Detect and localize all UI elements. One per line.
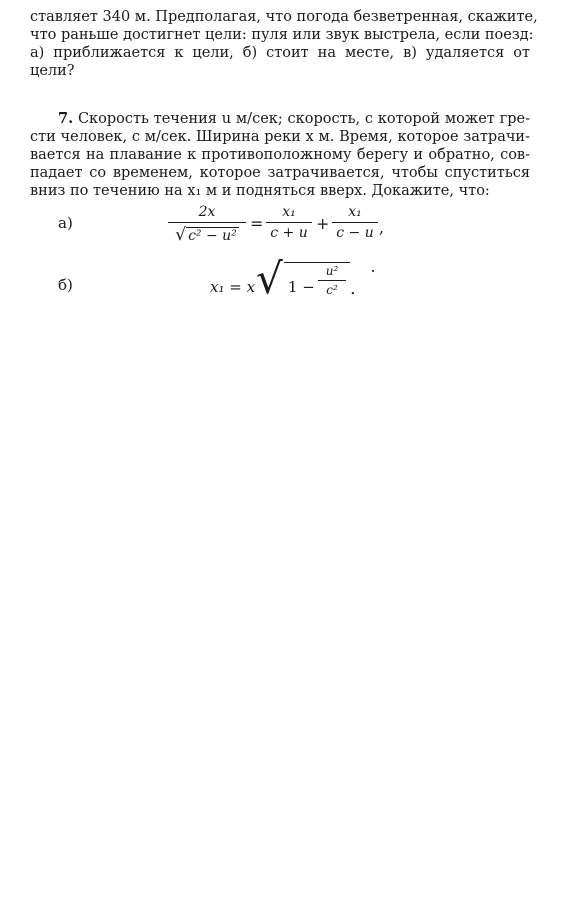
formula-b-numerator: u² <box>318 264 346 281</box>
formula-b-period: . <box>350 278 356 299</box>
problem-7-line-1-text: Скорость течения u м/сек; скорость, с которой может гре- <box>77 111 530 127</box>
big-sqrt-icon: √ <box>256 254 283 303</box>
intro-line-3: а) приближается к цели, б) стоит на месте, в) удаляется от <box>30 45 530 61</box>
problem-7-line-5: вниз по течению на x₁ м и подняться вверх. Докажите, что: <box>30 183 490 199</box>
formula-a-term-2 <box>332 204 378 241</box>
formula-b-fraction <box>318 264 346 297</box>
formula-a-comma: , <box>379 218 385 237</box>
formula-a-term-2-numerator: x₁ <box>332 204 378 223</box>
formula-b-denominator: c² <box>326 283 338 297</box>
equals-sign: = <box>250 214 264 233</box>
formula-a-lhs-numerator: 2x <box>168 204 246 223</box>
problem-7-line-2: сти человек, с м/сек. Ширина реки x м. Время, которое затрачи- <box>30 129 530 145</box>
intro-line-1: ставляет 340 м. Предполагая, что погода безветренная, скажите, <box>30 9 538 25</box>
formula-a-term-1-numerator: x₁ <box>266 204 312 223</box>
formula-a-lhs-denominator <box>168 223 246 245</box>
formula-a-term-1-denominator: c + u <box>270 225 308 241</box>
formula-a-term-1 <box>266 204 312 241</box>
formula-a-label: а) <box>58 214 73 232</box>
problem-7-line-4: падает со временем, которое затрачивается, чтобы спуститься <box>30 165 530 181</box>
problem-number: 7. <box>58 110 74 127</box>
formula-a-lhs-fraction <box>168 204 246 245</box>
intro-line-4: цели? <box>30 63 75 79</box>
print-speck <box>372 270 374 272</box>
formula-b-label: б) <box>58 276 73 294</box>
sqrt-icon: √ <box>175 225 187 245</box>
formula-b-one-minus: 1 − <box>288 278 315 296</box>
radical-overbar <box>284 262 350 263</box>
problem-7-line-3: вается на плавание к противоположному берегу и обратно, сов- <box>30 147 530 163</box>
intro-line-2: что раньше достигнет цели: пуля или звук выстрела, если поезд: <box>30 27 534 43</box>
formula-b-lhs: x₁ = x <box>210 278 256 296</box>
formula-a-term-2-denominator: c − u <box>336 225 374 241</box>
formula-a-radicand: c² − u² <box>188 228 237 244</box>
plus-sign: + <box>316 214 330 233</box>
problem-7-line-1 <box>58 110 530 128</box>
